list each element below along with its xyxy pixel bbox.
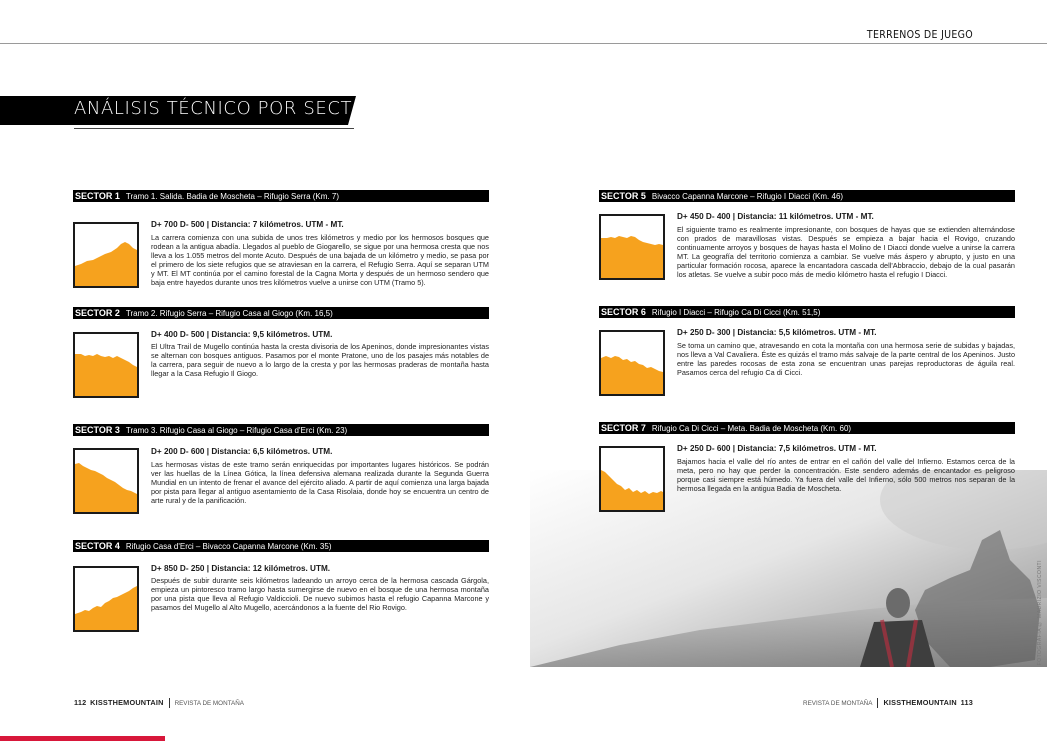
sector-4-elevation-profile xyxy=(73,566,139,632)
sector-1-bar xyxy=(73,190,489,202)
page-title: ANÁLISIS TÉCNICO POR SECTORES xyxy=(74,98,404,119)
footer-right xyxy=(803,698,973,708)
right-brand: KISSTHEMOUNTAIN xyxy=(883,698,957,707)
footer-right-divider xyxy=(877,698,878,708)
sector-3-label: SECTOR 3 xyxy=(75,425,120,435)
footer-left-divider xyxy=(169,698,170,708)
sector-2-stats: D+ 400 D- 500 | Distancia: 9,5 kilómetros. UTM. xyxy=(151,330,333,339)
sector-4-bar xyxy=(73,540,489,552)
sector-3-bar xyxy=(73,424,489,436)
sector-4-route: Rifugio Casa d'Erci – Bivacco Capanna Marcone (Km. 35) xyxy=(125,542,332,551)
sector-3-stats: D+ 200 D- 600 | Distancia: 6,5 kilómetros. UTM. xyxy=(151,447,333,456)
sector-7-elevation-profile xyxy=(599,446,665,512)
title-underline xyxy=(74,128,354,129)
sector-2-bar xyxy=(73,307,489,319)
sector-6-bar xyxy=(599,306,1015,318)
footer-left xyxy=(74,698,244,708)
section-label: TERRENOS DE JUEGO xyxy=(866,29,973,41)
sector-7-description: Bajamos hacia el valle del río antes de entrar en el cañón del valle del Infierno. Estamos cerca de la meta, pero no hay que perder la concentración. Este sendero además de encantador es peligroso porque casi siempre está húmedo. Ya fuera del valle del Infierno, sólo 500 metros nos separan de la hermosa llegada en la antigua Badia de Moscheta. xyxy=(677,457,1015,494)
sector-4-stats: D+ 850 D- 250 | Distancia: 12 kilómetros. UTM. xyxy=(151,564,331,573)
left-subtitle: REVISTA DE MONTAÑA xyxy=(174,700,244,707)
sector-3-description: Las hermosas vistas de este tramo serán enriquecidas por importantes lugares históricos. Se podrán ver las huellas de la Línea Gótica, la línea defensiva alemana realizada durante la Segunda Guerra Mundial en un intento de frenar el avance del ejército aliado. A partir de aquí comienza una larga bajada por pista para llegar al antiguo asentamiento de la Casa Risolaia, donde hoy se encuentra un centro de arte rural y de la panificación. xyxy=(151,460,489,506)
accent-strip xyxy=(0,736,165,741)
sector-4-description: Después de subir durante seis kilómetros ladeando un arroyo cerca de la hermosa cascada Gárgola, empieza un pintoresco tramo largo hasta sumergirse de nuevo en el bosque de una hermosa montaña por una pista que lleva al Refugio Valdiccioli. De nuevo subimos hasta el refugio Capanna Marcone y pasamos del Mugello al Alto Mugello, acercándonos a la fuente del Rio Rovigo. xyxy=(151,576,489,613)
sector-5-elevation-profile xyxy=(599,214,665,280)
sector-7-bar xyxy=(599,422,1015,434)
sector-5-route: Bivacco Capanna Marcone – Rifugio I Diacci (Km. 46) xyxy=(651,192,844,201)
sector-7-route: Rifugio Ca Di Cicci – Meta. Badia de Moscheta (Km. 60) xyxy=(651,424,852,433)
sector-5-bar xyxy=(599,190,1015,202)
sector-5-description: El siguiente tramo es realmente impresionante, con bosques de hayas que se extienden alternándose con prados de maravillosas vistas. Después se empieza a bajar hacia el Rovigo, cruzando continuamente arroyos y bosques de hayas hasta el Molino de I Diacci donde vuelve a unirse la carrera MT. La geografía del territorio comienza a cambiar. Se vuelve más áspero y abrupto, y justo en una particular formación rocosa, aparece la encantadora cascada dell'Abbraccio, debajo de la cual pasarán los atletas. Se vuelve a subir poco más de medio kilómetro hasta el refugio I Diacci. xyxy=(677,225,1015,280)
photo-credit: FOTOGRAFÍA © MAURIZIO VISCONTI xyxy=(1037,560,1043,666)
sector-1-label: SECTOR 1 xyxy=(75,191,120,201)
sector-7-label: SECTOR 7 xyxy=(601,423,646,433)
sector-6-label: SECTOR 6 xyxy=(601,307,646,317)
left-page-number: 112 xyxy=(74,698,87,707)
sector-2-elevation-profile xyxy=(73,332,139,398)
sector-1-stats: D+ 700 D- 500 | Distancia: 7 kilómetros. UTM - MT. xyxy=(151,220,344,229)
sector-7-stats: D+ 250 D- 600 | Distancia: 7,5 kilómetros. UTM - MT. xyxy=(677,444,877,453)
sector-5-stats: D+ 450 D- 400 | Distancia: 11 kilómetros. UTM - MT. xyxy=(677,212,874,221)
sector-2-route: Tramo 2. Rifugio Serra – Rifugio Casa al Giogo (Km. 16,5) xyxy=(125,309,333,318)
sector-2-label: SECTOR 2 xyxy=(75,308,120,318)
sector-5-label: SECTOR 5 xyxy=(601,191,646,201)
sector-3-elevation-profile xyxy=(73,448,139,514)
sector-2-description: El Ultra Trail de Mugello continúa hasta la cresta divisoria de los Apeninos, donde impresionantes vistas se alternan con bosques antiguos. Pasamos por el monte Pratone, uno de los pasajes más notables de la carrera, para seguir de nuevo a lo largo de la cresta y por las hermosas praderas de montaña hasta llegar a la Casa Refugio Il Giogo. xyxy=(151,342,489,379)
sector-3-route: Tramo 3. Rifugio Casa al Giogo – Rifugio Casa d'Erci (Km. 23) xyxy=(125,426,348,435)
sector-1-description: La carrera comienza con una subida de unos tres kilómetros y medio por los hermosos bosques que rodean a la antigua abadía. Llegados al pueblo de Giogarello, se sigue por una hermosa cresta que nos lleva a los 1.055 metros del monte Acuto. Después de una bajada de un kilómetro y medio, se pasa por el primero de los siete refugios que se atraviesan en la carrera, el Refugio Serra. Aquí se separan UTM y MT. El MT continúa por el camino forestal de la Cagna Morta y después de un hermoso sendero que baja entre hayedos durante unos tres kilómetros vuelve a unirse con UTM (Tramo 5). xyxy=(151,233,489,288)
left-brand: KISSTHEMOUNTAIN xyxy=(90,698,164,707)
right-subtitle: REVISTA DE MONTAÑA xyxy=(803,700,873,707)
sector-6-elevation-profile xyxy=(599,330,665,396)
sector-6-stats: D+ 250 D- 300 | Distancia: 5,5 kilómetros. UTM - MT. xyxy=(677,328,877,337)
sector-4-label: SECTOR 4 xyxy=(75,541,120,551)
header-rule xyxy=(0,43,1047,44)
sector-1-elevation-profile xyxy=(73,222,139,288)
sector-6-description: Se toma un camino que, atravesando en cota la montaña con una hermosa serie de subidas y bajadas, nos lleva a Val Cavaliera. Éste es quizás el tramo más salvaje de la parte central de los Apeninos. Justo entre las paredes rocosas de esta zona se encuentran unas parejas reproductoras de águila real. Pasamos cerca del refugio Ca di Cicci. xyxy=(677,341,1015,378)
sector-6-route: Rifugio I Diacci – Rifugio Ca Di Cicci (Km. 51,5) xyxy=(651,308,821,317)
right-page-number: 113 xyxy=(960,698,973,707)
sector-1-route: Tramo 1. Salida. Badia de Moscheta – Rifugio Serra (Km. 7) xyxy=(125,192,339,201)
